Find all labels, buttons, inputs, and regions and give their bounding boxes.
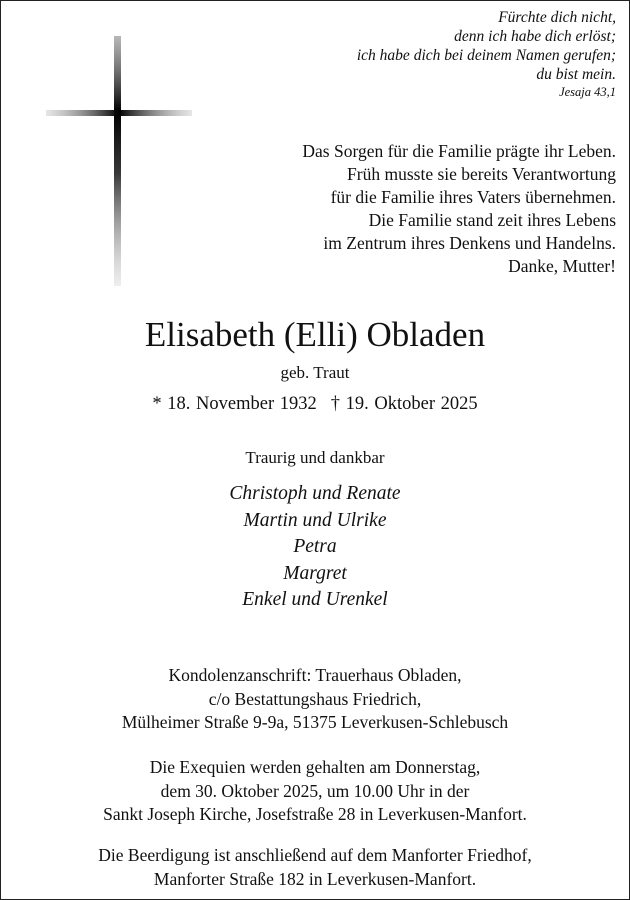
exequies-info <box>0 756 630 827</box>
condolence-address <box>0 664 630 735</box>
birth-date: * 18. November 1932 <box>152 394 317 414</box>
life-dates <box>0 392 630 416</box>
burial-line: Die Beerdigung ist anschließend auf dem Manforter Friedhof, <box>98 845 532 865</box>
exequies-line: Sankt Joseph Kirche, Josefstraße 28 in Leverkusen-Manfort. <box>103 804 527 824</box>
verse-line: Fürchte dich nicht, <box>498 9 616 26</box>
maiden-name: geb. Traut <box>280 363 350 382</box>
mourner-name: Martin und Ulrike <box>243 509 387 531</box>
death-date: † 19. Oktober 2025 <box>330 394 478 414</box>
mourners-list <box>0 481 630 614</box>
tribute-text <box>176 140 616 278</box>
verse-reference: Jesaja 43,1 <box>559 85 616 99</box>
mourner-name: Petra <box>293 536 337 557</box>
tribute-line: Früh musste sie bereits Verantwortung <box>347 164 616 184</box>
tribute-line: im Zentrum ihres Denkens und Handelns. <box>323 233 616 253</box>
condolence-line: c/o Bestattungshaus Friedrich, <box>208 688 422 709</box>
tribute-line: Die Familie stand zeit ihres Lebens <box>368 210 616 230</box>
condolence-line: Mülheimer Straße 9-9a, 51375 Leverkusen-Schlebusch <box>121 712 509 732</box>
tribute-line: Das Sorgen für die Familie prägte ihr Leben. <box>302 141 616 161</box>
exequies-line: dem 30. Oktober 2025, um 10.00 Uhr in der <box>160 780 470 801</box>
condolence-line: Kondolenzanschrift: Trauerhaus Obladen, <box>168 665 462 685</box>
verse-line: du bist mein. <box>536 66 616 83</box>
exequies-line: Die Exequien werden gehalten am Donnerstag, <box>149 757 481 777</box>
verse-line: ich habe dich bei deinem Namen gerufen; <box>356 47 616 64</box>
mourner-name: Enkel und Urenkel <box>242 589 388 610</box>
burial-line: Manforter Straße 182 in Leverkusen-Manfort. <box>153 868 477 889</box>
tribute-line: Danke, Mutter! <box>508 256 616 276</box>
deceased-name: Elisabeth (Elli) Obladen <box>144 315 486 354</box>
mourners-intro: Traurig und dankbar <box>245 448 385 467</box>
mourner-name: Margret <box>283 562 347 584</box>
tribute-line: für die Familie ihres Vaters übernehmen. <box>330 187 616 207</box>
bible-verse <box>256 8 616 101</box>
cross-icon <box>44 36 194 286</box>
mourner-name: Christoph und Renate <box>229 483 401 504</box>
verse-line: denn ich habe dich erlöst; <box>454 28 616 45</box>
burial-info <box>0 844 630 891</box>
